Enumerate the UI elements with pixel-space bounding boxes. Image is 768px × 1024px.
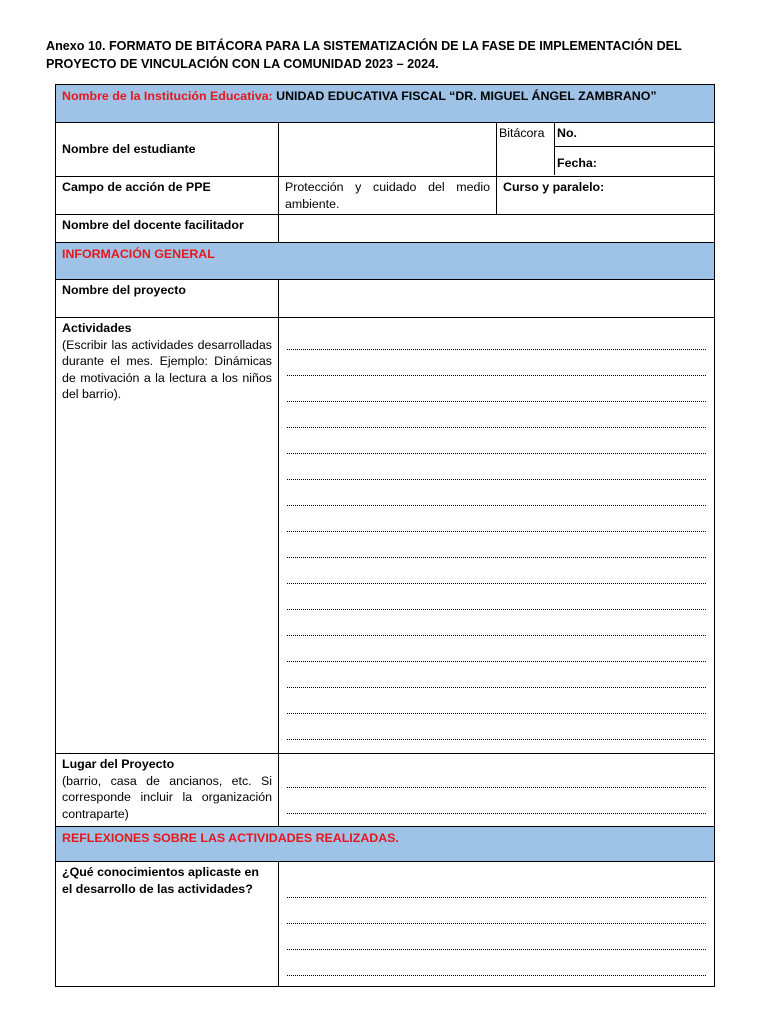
activities-dotted-line [287, 532, 706, 558]
bitacora-number-field[interactable]: No. [555, 123, 714, 147]
knowledge-dotted-line [287, 872, 706, 898]
institution-row [56, 85, 715, 123]
location-dotted-line [287, 788, 706, 814]
activities-dotted-line [287, 480, 706, 506]
field-label: Campo de acción de PPE [56, 177, 279, 215]
student-name-field[interactable] [279, 123, 497, 177]
activities-dotted-line [287, 324, 706, 350]
institution-label: Nombre de la Institución Educativa: [62, 89, 273, 103]
activities-hint: (Escribir las actividades desarrolladas durante el mes. Ejemplo: Dinámicas de motivación a la lectura a los niños del barrio). [62, 337, 272, 401]
knowledge-row [56, 862, 715, 987]
knowledge-dotted-line [287, 898, 706, 924]
activities-dotted-line [287, 662, 706, 688]
institution-name: UNIDAD EDUCATIVA FISCAL “DR. MIGUEL ÁNGEL ZAMBRANO” [276, 89, 657, 103]
reflections-title: REFLEXIONES SOBRE LAS ACTIVIDADES REALIZADAS. [56, 827, 715, 862]
reflections-row [56, 827, 715, 862]
activities-label: Actividades [62, 321, 132, 335]
bitacora-cell [497, 123, 715, 177]
project-row [56, 280, 715, 318]
document-heading: Anexo 10. FORMATO DE BITÁCORA PARA LA SISTEMATIZACIÓN DE LA FASE DE IMPLEMENTACIÓN DEL PROYECTO DE VINCULACIÓN CON LA COMUNIDAD 2023 – 2024. [46, 39, 682, 71]
knowledge-field[interactable] [279, 862, 715, 987]
knowledge-dotted-line [287, 924, 706, 950]
activities-dotted-line [287, 506, 706, 532]
general-info-row [56, 243, 715, 280]
location-dotted-line [287, 762, 706, 788]
student-label: Nombre del estudiante [56, 123, 279, 177]
activities-label-cell [56, 318, 279, 754]
activities-dotted-line [287, 584, 706, 610]
location-dotted-lines [285, 762, 708, 814]
location-label-cell [56, 754, 279, 827]
student-row [56, 123, 715, 177]
activities-dotted-line [287, 688, 706, 714]
activities-dotted-line [287, 350, 706, 376]
teacher-row [56, 215, 715, 243]
activities-field[interactable] [279, 318, 715, 754]
bitacora-date-field[interactable]: Fecha: [557, 156, 597, 170]
location-field[interactable] [279, 754, 715, 827]
activities-row [56, 318, 715, 754]
field-row [56, 177, 715, 215]
project-label: Nombre del proyecto [56, 280, 279, 318]
activities-dotted-line [287, 402, 706, 428]
activities-dotted-line [287, 558, 706, 584]
logbook-form [55, 84, 715, 987]
teacher-name-field[interactable] [279, 215, 715, 243]
project-name-field[interactable] [279, 280, 715, 318]
bitacora-label: Bitácora [497, 123, 555, 175]
knowledge-dotted-line [287, 950, 706, 976]
activities-dotted-line [287, 376, 706, 402]
activities-dotted-line [287, 636, 706, 662]
activities-dotted-line [287, 714, 706, 740]
activities-dotted-lines [285, 324, 708, 740]
activities-dotted-line [287, 428, 706, 454]
knowledge-label: ¿Qué conocimientos aplicaste en el desarrollo de las actividades? [56, 862, 279, 987]
teacher-label: Nombre del docente facilitador [56, 215, 279, 243]
location-row [56, 754, 715, 827]
activities-dotted-line [287, 454, 706, 480]
activities-dotted-line [287, 610, 706, 636]
location-hint: (barrio, casa de ancianos, etc. Si corresponde incluir la organización contraparte) [62, 773, 272, 821]
course-label[interactable]: Curso y paralelo: [497, 177, 715, 215]
field-value: Protección y cuidado del medio ambiente. [279, 177, 497, 215]
knowledge-dotted-lines [285, 872, 708, 976]
general-info-title: INFORMACIÓN GENERAL [56, 243, 715, 280]
location-label: Lugar del Proyecto [62, 757, 175, 771]
